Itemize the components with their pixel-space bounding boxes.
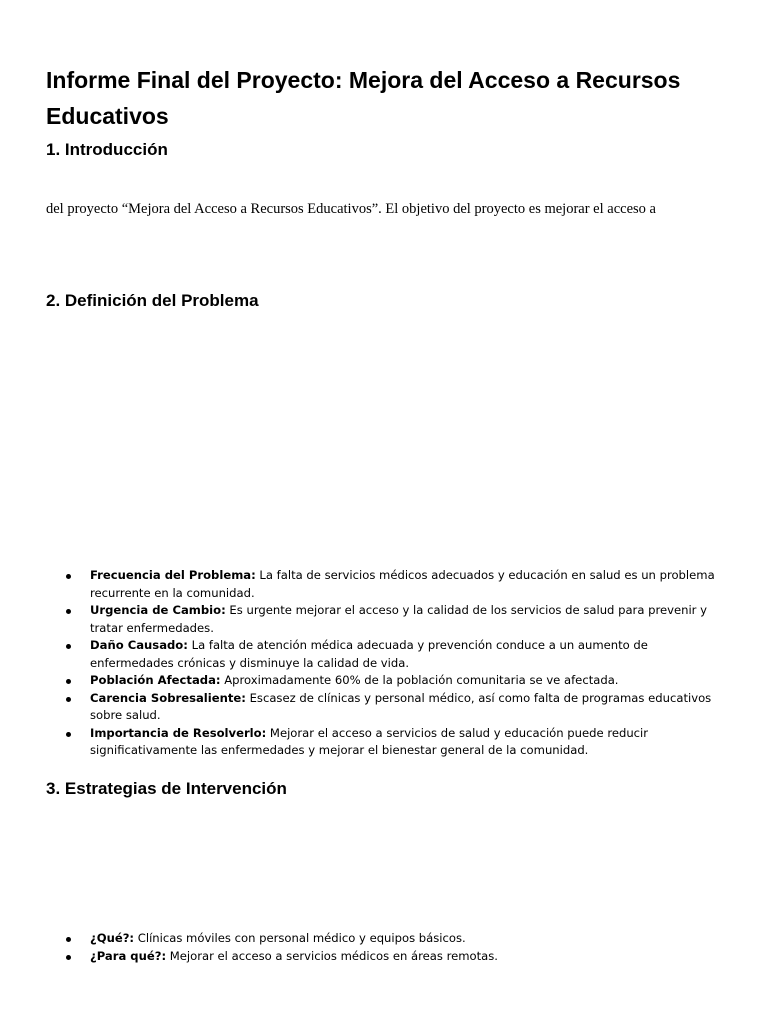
item-text: La falta de servicios médicos adecuados y educación en salud es un problema recurrente en la comunidad. <box>90 568 715 600</box>
document-title: Informe Final del Proyecto: Mejora del Acceso a Recursos Educativos <box>46 67 681 129</box>
item-label: Importancia de Resolverlo: <box>90 725 267 740</box>
item-label: ¿Qué?: <box>90 931 135 945</box>
list-item <box>46 725 726 760</box>
bullet-icon <box>66 955 71 960</box>
bullet-icon <box>66 644 71 649</box>
item-label: Frecuencia del Problema: <box>90 568 256 582</box>
section-heading-estrategias: 3. Estrategias de Intervención <box>46 779 287 798</box>
section-heading-definicion-problema: 2. Definición del Problema <box>46 291 259 310</box>
list-item <box>46 602 726 637</box>
item-text: Mejorar el acceso a servicios médicos en áreas remotas. <box>166 948 498 963</box>
strategy-bullet-list <box>46 930 726 965</box>
list-item <box>46 637 726 672</box>
bullet-icon <box>66 574 71 579</box>
item-text: Clínicas móviles con personal médico y equipos básicos. <box>134 931 466 945</box>
item-text: Es urgente mejorar el acceso y la calidad de los servicios de salud para prevenir y tratar enfermedades. <box>90 603 707 635</box>
problem-bullet-list <box>46 567 726 760</box>
bullet-icon <box>66 609 71 614</box>
list-item <box>46 672 726 690</box>
section-heading-introduccion: 1. Introducción <box>46 140 168 159</box>
list-item <box>46 930 726 948</box>
list-item <box>46 948 726 966</box>
item-text: Escasez de clínicas y personal médico, así como falta de programas educativos sobre salud. <box>90 690 712 722</box>
list-item <box>46 567 726 602</box>
item-text: Aproximadamente 60% de la población comunitaria se ve afectada. <box>220 673 619 687</box>
intro-paragraph: del proyecto “Mejora del Acceso a Recursos Educativos”. El objetivo del proyecto es mejorar el acceso a <box>46 201 656 217</box>
bullet-icon <box>66 679 71 684</box>
item-text: Mejorar el acceso a servicios de salud y educación puede reducir significativamente las enfermedades y mejorar el bienestar general de la comunidad. <box>90 725 649 757</box>
item-label: Población Afectada: <box>90 673 221 687</box>
list-item <box>46 690 726 725</box>
item-label: Urgencia de Cambio: <box>90 603 226 617</box>
bullet-icon <box>66 937 71 942</box>
bullet-icon <box>66 732 71 737</box>
item-label: Daño Causado: <box>90 638 188 652</box>
item-label: ¿Para qué?: <box>90 948 167 963</box>
bullet-icon <box>66 697 71 702</box>
item-label: Carencia Sobresaliente: <box>90 690 246 705</box>
item-text: La falta de atención médica adecuada y prevención conduce a un aumento de enfermedades crónicas y disminuye la calidad de vida. <box>90 638 648 670</box>
